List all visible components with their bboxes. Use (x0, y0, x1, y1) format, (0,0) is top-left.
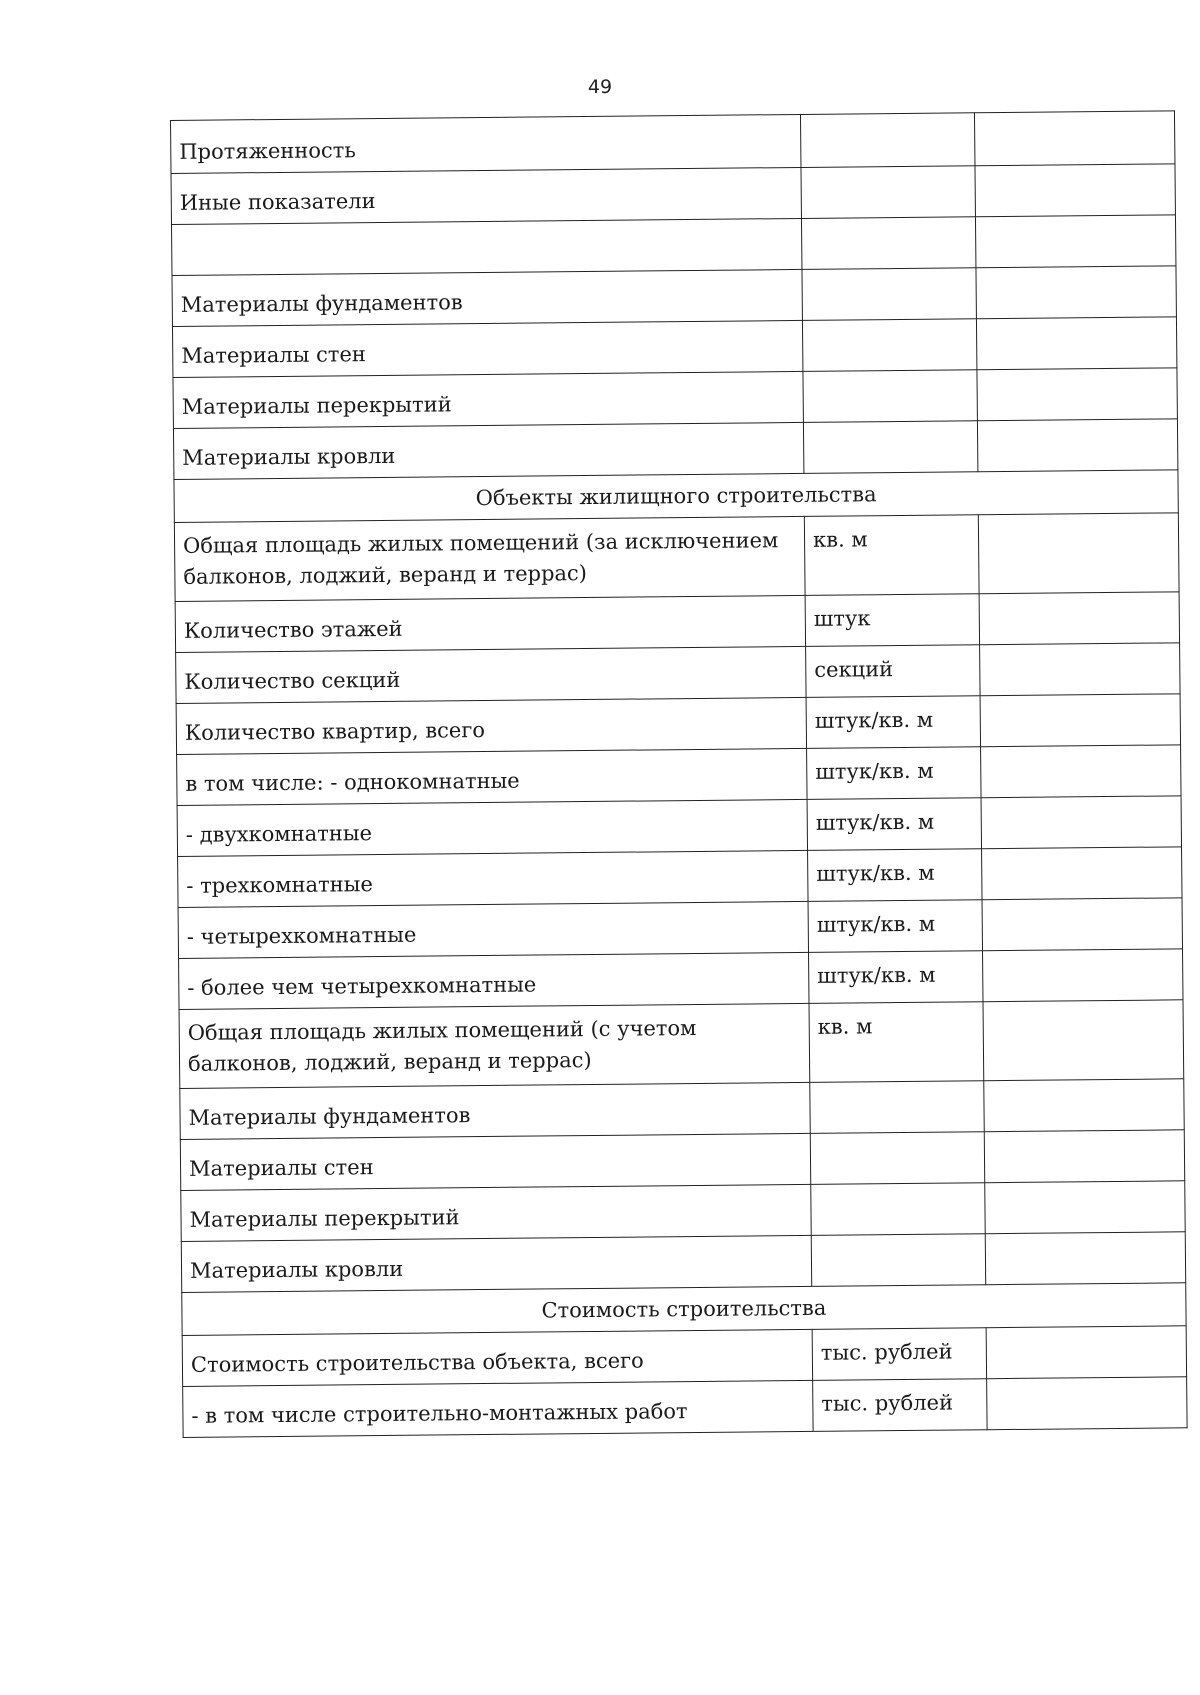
row-unit (803, 421, 977, 474)
row-label: в том числе: - однокомнатные (177, 748, 807, 805)
table-row (179, 1000, 1184, 1089)
row-label: Материалы стен (172, 320, 802, 377)
row-value (985, 1181, 1185, 1234)
row-label: Материалы фундаментов (172, 269, 802, 326)
row-label: Материалы стен (180, 1133, 810, 1190)
row-unit (802, 319, 976, 372)
page-number: 49 (587, 76, 613, 98)
indicators-table (170, 110, 1188, 1438)
row-value (982, 898, 1182, 951)
row-value (978, 513, 1179, 594)
row-label: - четырехкомнатные (178, 901, 808, 958)
row-unit: штук/кв. м (807, 747, 981, 800)
row-unit: кв. м (804, 515, 979, 596)
section-title-cost: Стоимость строительства (182, 1283, 1186, 1336)
row-label: Общая площадь жилых помещений (с учетом балконов, лоджий, веранд и террас) (179, 1003, 810, 1088)
row-label: Количество секций (176, 646, 806, 703)
row-value (983, 949, 1183, 1002)
row-label: Количество этажей (175, 595, 805, 652)
table-row (171, 111, 1175, 174)
row-value (982, 847, 1182, 900)
table-row (183, 1377, 1187, 1438)
row-label: - более чем четырехкомнатные (179, 952, 809, 1009)
row-unit (810, 1081, 984, 1134)
row-unit (811, 1234, 985, 1287)
row-value (981, 796, 1181, 849)
row-unit (801, 217, 975, 270)
row-unit (802, 268, 976, 321)
row-label (172, 218, 802, 275)
row-value (977, 419, 1177, 472)
row-unit (800, 113, 975, 168)
section-title-housing: Объекты жилищного строительства (174, 470, 1178, 523)
row-unit: штук/кв. м (808, 849, 982, 902)
row-unit (803, 370, 977, 423)
row-value (984, 1130, 1184, 1183)
row-label: - трехкомнатные (178, 850, 808, 907)
row-label: Материалы перекрытий (181, 1184, 811, 1241)
row-value (975, 164, 1175, 217)
row-unit: штук/кв. м (807, 798, 981, 851)
row-value (974, 111, 1174, 166)
row-value (984, 1079, 1184, 1132)
row-unit (811, 1183, 985, 1236)
row-label: - двухкомнатные (177, 799, 807, 856)
row-unit: штук (805, 594, 979, 647)
row-unit (810, 1132, 984, 1185)
row-value (979, 592, 1179, 645)
row-value (981, 745, 1181, 798)
row-value (983, 1000, 1184, 1081)
row-value (976, 317, 1176, 370)
row-unit: штук/кв. м (808, 900, 982, 953)
row-value (977, 368, 1177, 421)
indicators-table-sheet (170, 110, 1187, 1438)
row-value (987, 1377, 1187, 1430)
row-value (976, 266, 1176, 319)
table-row (174, 513, 1179, 602)
row-unit: тыс. рублей (813, 1379, 987, 1432)
row-unit: тыс. рублей (812, 1328, 986, 1381)
row-label: Стоимость строительства объекта, всего (182, 1329, 812, 1386)
row-label: Иные показатели (171, 167, 801, 224)
row-label: Протяженность (171, 114, 801, 173)
row-label: Материалы перекрытий (173, 371, 803, 428)
row-unit: штук/кв. м (806, 696, 980, 749)
row-unit: секций (806, 645, 980, 698)
row-label: Количество квартир, всего (176, 697, 806, 754)
row-value (986, 1326, 1186, 1379)
row-label: Материалы кровли (181, 1235, 811, 1292)
row-unit (801, 166, 975, 219)
row-value (980, 694, 1180, 747)
row-value (980, 643, 1180, 696)
row-label: Материалы фундаментов (180, 1082, 810, 1139)
row-label: - в том числе строительно-монтажных работ (183, 1380, 813, 1437)
row-unit: кв. м (809, 1002, 984, 1083)
row-label: Материалы кровли (173, 422, 803, 479)
row-label: Общая площадь жилых помещений (за исключением балконов, лоджий, веранд и террас) (174, 516, 805, 601)
row-value (985, 1232, 1185, 1285)
row-value (975, 215, 1175, 268)
row-unit: штук/кв. м (809, 951, 983, 1004)
